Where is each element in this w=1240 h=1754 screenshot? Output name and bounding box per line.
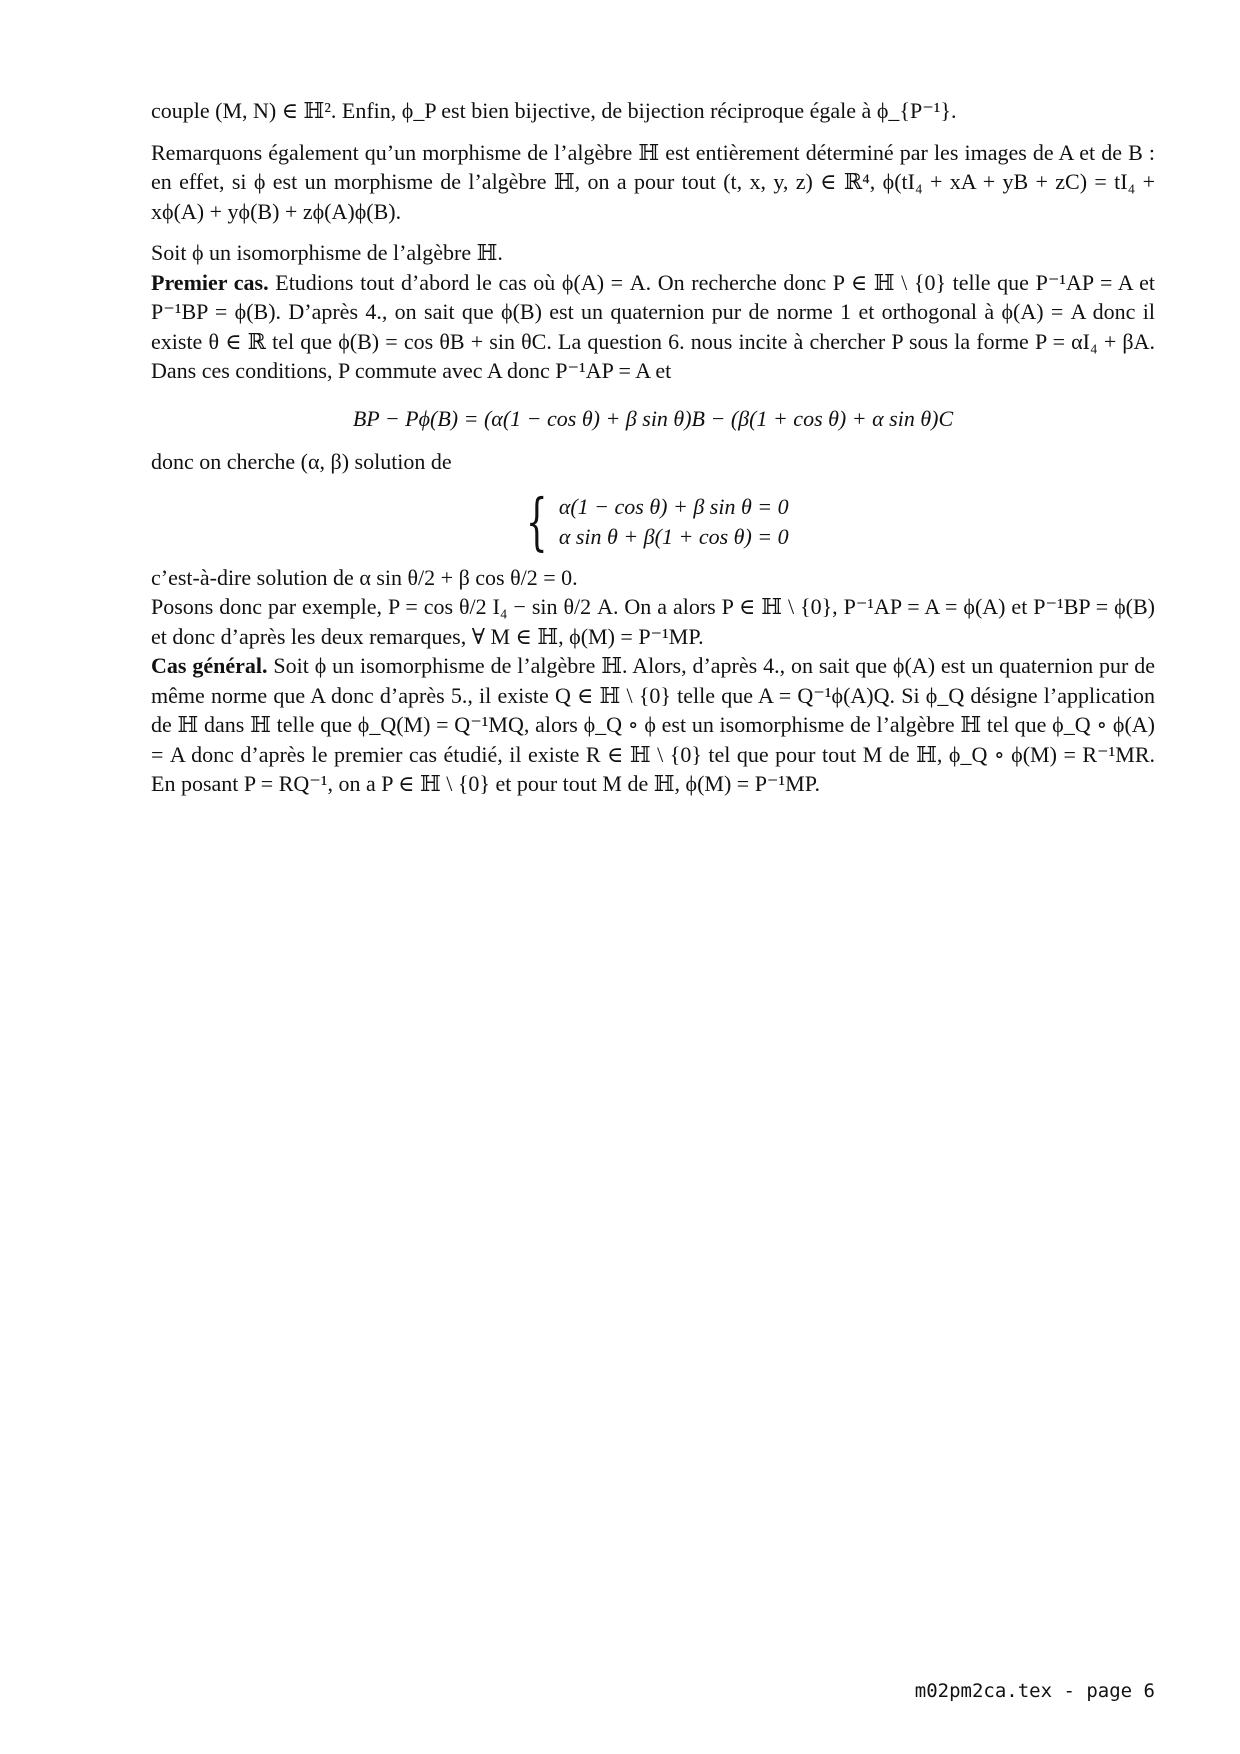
paragraph-bijection: couple (M, N) ∈ ℍ². Enfin, ϕ_P est bien bijective, de bijection réciproque égale à ϕ_{P⁻¹}. [151, 98, 957, 123]
paragraph-choice: Posons donc par exemple, P = cos θ/2 I₄ − sin θ/2 A. On a alors P ∈ ℍ \ {0}, P⁻¹AP = A = ϕ(A) et P⁻¹BP = ϕ(B) et donc d’après les deux remarques, ∀ M ∈ ℍ, ϕ(M) = P⁻¹MP. [151, 594, 1155, 649]
page-footer: m02pm2ca.tex - page 6 [914, 1680, 1155, 1702]
paragraph-system-intro: donc on cherche (α, β) solution de [151, 449, 452, 474]
document-body [151, 96, 1155, 799]
paragraph-morphism-remark: Remarquons également qu’un morphisme de l’algèbre ℍ est entièrement déterminé par les images de A et de B : en effet, si ϕ est un morphisme de l’algèbre ℍ, on a pour tout (t, x, y, z) ∈ ℝ⁴, ϕ(tI₄ + xA + yB + zC) = tI₄ + xϕ(A) + yϕ(B) + zϕ(A)ϕ(B). [151, 139, 1155, 224]
left-brace: { [526, 484, 548, 558]
system-line-2: α sin θ + β(1 + cos θ) = 0 [558, 523, 789, 549]
paragraph-first-case [151, 268, 1155, 386]
paragraph-solution: c’est-à-dire solution de α sin θ/2 + β cos θ/2 = 0. [151, 564, 578, 590]
first-case-text: Etudions tout d’abord le cas où ϕ(A) = A. On recherche donc P ∈ ℍ \ {0} telle que P⁻¹AP = A et P⁻¹BP = ϕ(B). D’après 4., on sait que ϕ(B) est un quaternion pur de norme 1 et orthogonal à ϕ(A) = A donc il existe θ ∈ ℝ tel que ϕ(B) = cos θB + sin θC. La question 6. nous incite à chercher P sous la forme P = αI₄ + βA. Dans ces conditions, P commute avec A donc P⁻¹AP = A et [151, 269, 1155, 383]
paragraph-intro: Soit ϕ un isomorphisme de l’algèbre ℍ. [151, 240, 503, 265]
general-case-text: Soit ϕ un isomorphisme de l’algèbre ℍ. Alors, d’après 4., on sait que ϕ(A) est un quaternion pur de même norme que A donc d’après 5., il existe Q ∈ ℍ \ {0} telle que A = Q⁻¹ϕ(A)Q. Si ϕ_Q désigne l’application de ℍ dans ℍ telle que ϕ_Q(M) = Q⁻¹MQ, alors ϕ_Q ∘ ϕ est un isomorphisme de l’algèbre ℍ tel que ϕ_Q ∘ ϕ(A) = A donc d’après le premier cas étudié, il existe R ∈ ℍ \ {0} tel que pour tout M de ℍ, ϕ_Q ∘ ϕ(M) = R⁻¹MR. En posant P = RQ⁻¹, on a P ∈ ℍ \ {0} et pour tout M de ℍ, ϕ(M) = P⁻¹MP. [151, 653, 1156, 796]
equation-system [151, 484, 1155, 558]
general-case-heading: Cas général. [151, 653, 268, 678]
display-equation: BP − Pϕ(B) = (α(1 − cos θ) + β sin θ)B − (β(1 + cos θ) + α sin θ)C [352, 405, 954, 431]
paragraph-general-case [151, 651, 1155, 799]
system-line-1: α(1 − cos θ) + β sin θ = 0 [558, 493, 789, 519]
first-case-heading: Premier cas. [151, 269, 269, 295]
